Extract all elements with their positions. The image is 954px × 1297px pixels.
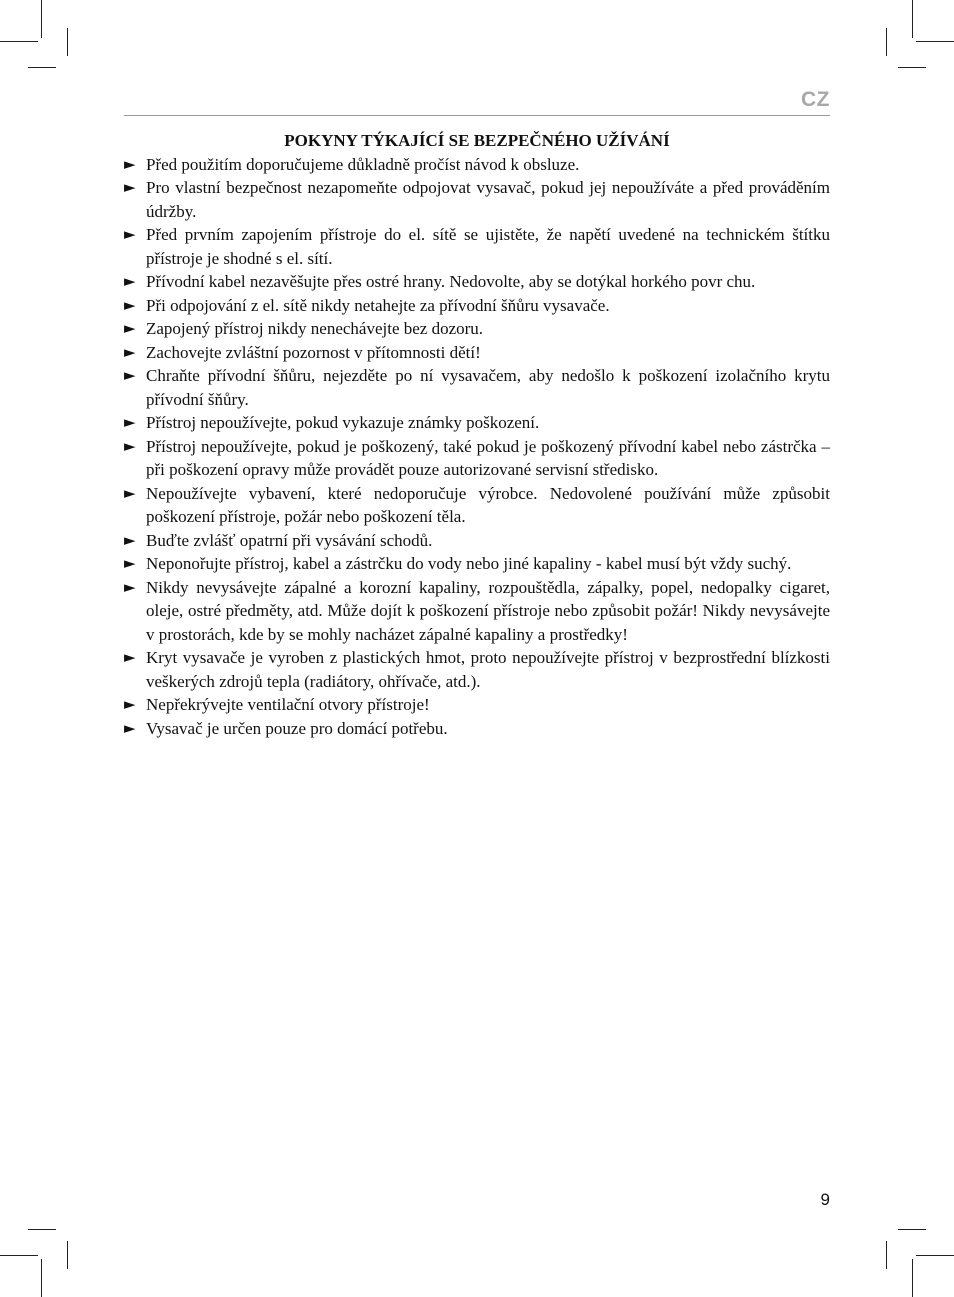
bullet-arrow-icon: ► [124, 319, 136, 337]
list-item-text: Buďte zvlášť opatrní při vysávání schodů. [146, 530, 433, 550]
list-item-text: Zachovejte zvláštní pozornost v přítomnosti dětí! [146, 342, 481, 362]
list-item [124, 693, 830, 717]
crop-mark [886, 28, 887, 56]
header-divider [124, 115, 830, 116]
crop-mark [28, 1229, 56, 1230]
crop-mark [0, 41, 38, 42]
crop-mark [898, 67, 926, 68]
crop-mark [912, 1259, 913, 1297]
crop-mark [916, 1255, 954, 1256]
crop-mark [41, 0, 42, 38]
list-item [124, 270, 830, 294]
crop-mark [67, 1241, 68, 1269]
list-item [124, 153, 830, 177]
list-item-text: Přívodní kabel nezavěšujte přes ostré hrany. Nedovolte, aby se dotýkal horkého povr chu. [146, 272, 756, 291]
list-item-text: Před použitím doporučujeme důkladně pročíst návod k obsluze. [146, 154, 580, 174]
list-item-text: Chraňte přívodní šňůru, nejezděte po ní vysavačem, aby nedošlo k poškození izolačního krytu přívodní šňůry. [146, 366, 830, 409]
bullet-arrow-icon: ► [124, 436, 136, 455]
safety-instructions-section [124, 129, 830, 740]
crop-mark [912, 0, 913, 38]
bullet-arrow-icon: ► [124, 530, 136, 549]
crop-mark [916, 41, 954, 42]
safety-instructions-list [124, 153, 830, 741]
crop-mark [41, 1259, 42, 1297]
list-item-text: Neponořujte přístroj, kabel a zástrčku do vody nebo jiné kapaliny - kabel musí být vždy suchý. [146, 554, 792, 573]
bullet-arrow-icon: ► [124, 695, 136, 713]
bullet-arrow-icon: ► [124, 718, 136, 737]
list-item-text: Při odpojování z el. sítě nikdy netahejte za přívodní šňůru vysavače. [146, 295, 610, 315]
list-item-text: Přístroj nepoužívejte, pokud vykazuje známky poškození. [146, 413, 540, 432]
bullet-arrow-icon: ► [124, 366, 136, 384]
list-item [124, 552, 830, 576]
bullet-arrow-icon: ► [124, 272, 136, 290]
crop-mark [28, 67, 56, 68]
bullet-arrow-icon: ► [124, 577, 136, 596]
bullet-arrow-icon: ► [124, 295, 136, 314]
list-item [124, 576, 830, 647]
bullet-arrow-icon: ► [124, 154, 136, 173]
bullet-arrow-icon: ► [124, 413, 136, 431]
list-item [124, 717, 830, 741]
list-item-text: Zapojený přístroj nikdy nenechávejte bez dozoru. [146, 319, 484, 338]
list-item-text: Nepoužívejte vybavení, které nedoporučuje výrobce. Nedovolené používání může způsobit poškození přístroje, požár nebo poškození těla. [146, 483, 830, 526]
crop-mark [886, 1241, 887, 1269]
bullet-arrow-icon: ► [124, 483, 136, 502]
list-item [124, 364, 830, 411]
bullet-arrow-icon: ► [124, 342, 136, 361]
page-number: 9 [820, 1190, 830, 1209]
list-item [124, 435, 830, 482]
bullet-arrow-icon: ► [124, 648, 136, 666]
section-title: POKYNY TÝKAJÍCÍ SE BEZPEČNÉHO UŽÍVÁNÍ [284, 131, 670, 150]
list-item [124, 317, 830, 341]
bullet-arrow-icon: ► [124, 225, 136, 243]
list-item [124, 223, 830, 270]
list-item [124, 482, 830, 529]
list-item-text: Nepřekrývejte ventilační otvory přístroje! [146, 695, 430, 714]
list-item-text: Přístroj nepoužívejte, pokud je poškozený, také pokud je poškozený přívodní kabel nebo zástrčka – při poškození opravy může provádět pouze autorizované servisní středisko. [146, 436, 830, 479]
list-item [124, 294, 830, 318]
list-item [124, 341, 830, 365]
crop-mark [0, 1255, 38, 1256]
list-item [124, 646, 830, 693]
bullet-arrow-icon: ► [124, 178, 136, 196]
list-item-text: Kryt vysavače je vyroben z plastických hmot, proto nepoužívejte přístroj v bezprostřední blízkosti veškerých zdrojů tepla (radiátory, ohřívače, atd.). [146, 648, 830, 691]
list-item [124, 176, 830, 223]
crop-mark [67, 28, 68, 56]
list-item-text: Nikdy nevysávejte zápalné a korozní kapaliny, rozpouštědla, zápalky, popel, nedopalky cigaret, oleje, ostré předměty, atd. Může dojít k poškození přístroje nebo způsobit požár! Nikdy nevysávejte v prostorách, kde by se mohly nacházet zápalné kapaliny a prostředky! [146, 577, 830, 644]
list-item [124, 411, 830, 435]
crop-mark [898, 1229, 926, 1230]
list-item-text: Pro vlastní bezpečnost nezapomeňte odpojovat vysavač, pokud jej nepoužíváte a před prováděním údržby. [146, 178, 830, 221]
bullet-arrow-icon: ► [124, 554, 136, 572]
list-item-text: Před prvním zapojením přístroje do el. sítě se ujistěte, že napětí uvedené na technickém štítku přístroje je shodné s el. sítí. [146, 225, 830, 268]
language-badge: CZ [801, 88, 830, 111]
list-item [124, 529, 830, 553]
list-item-text: Vysavač je určen pouze pro domácí potřebu. [146, 718, 448, 738]
